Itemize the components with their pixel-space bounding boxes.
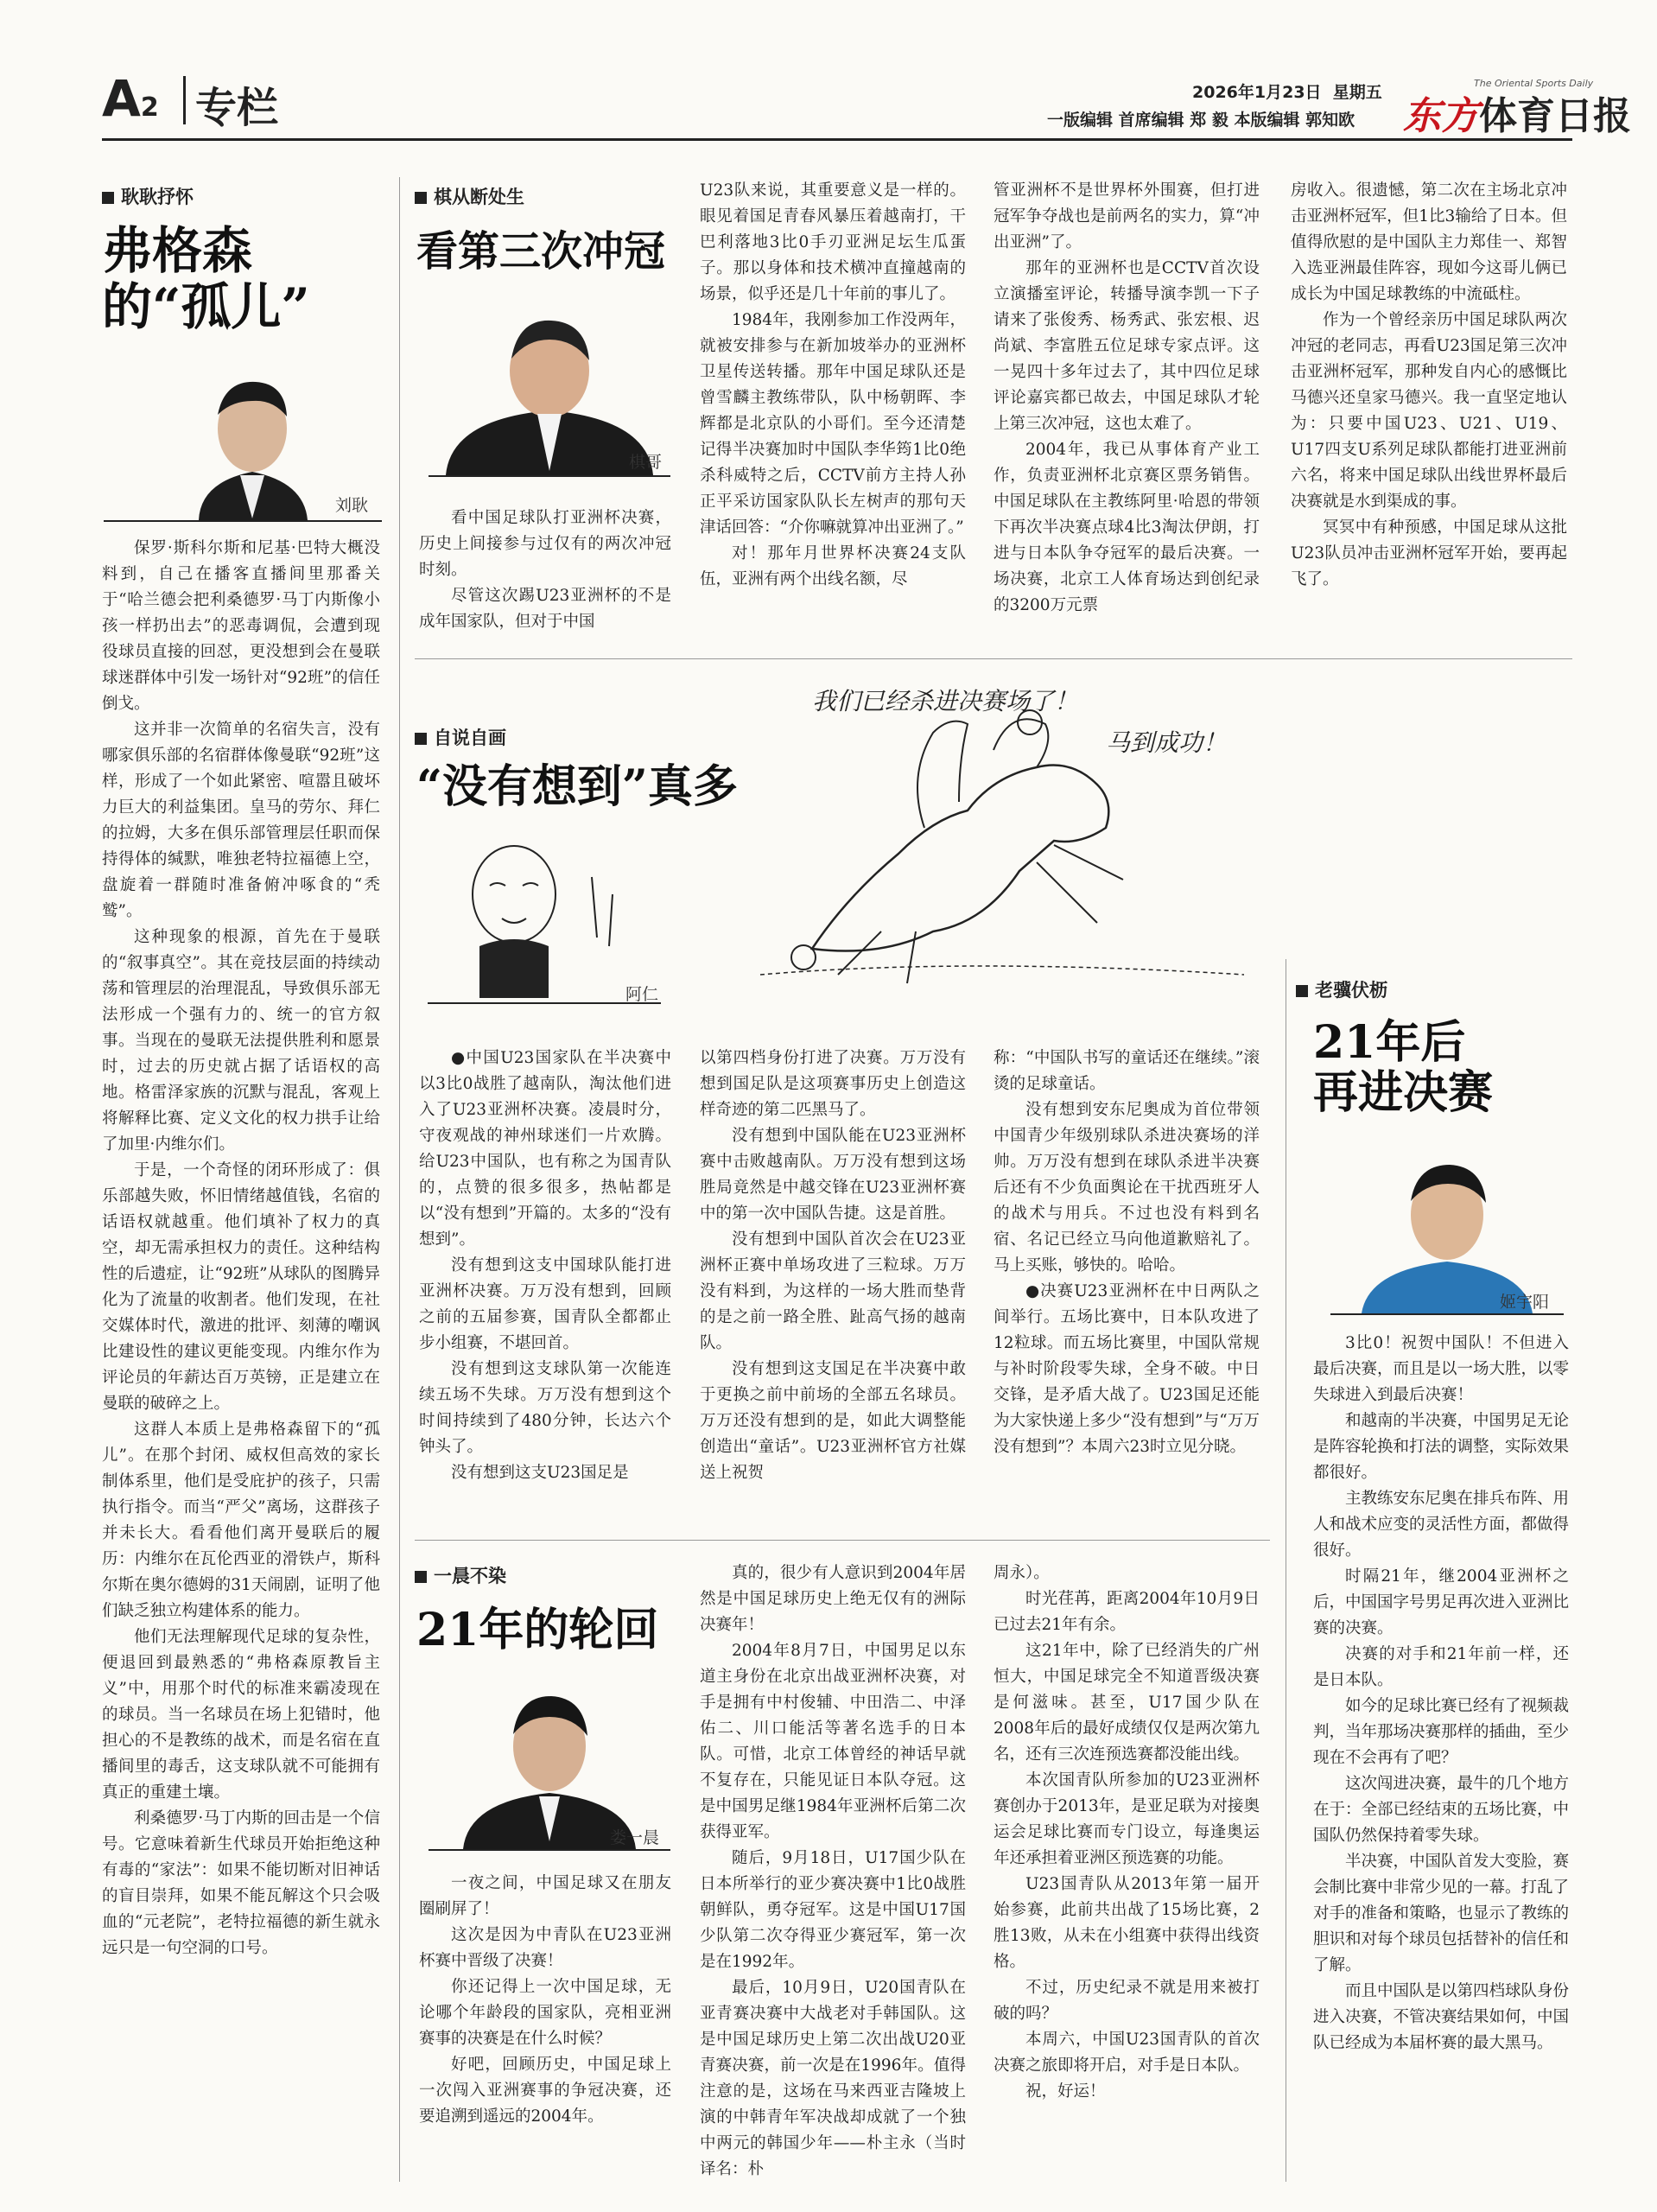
page-number: A2 — [102, 69, 159, 128]
article-divider — [415, 658, 1572, 659]
header-rule — [102, 138, 1572, 141]
column-tag: 耿耿抒怀 — [102, 183, 194, 209]
cartoon-speech: 马到成功！ — [1106, 728, 1228, 757]
author-portrait — [429, 1672, 670, 1851]
article-title: “没有想到”真多 — [416, 760, 738, 813]
column-divider — [399, 177, 400, 2182]
author-name: 阿仁 — [625, 985, 659, 1004]
masthead-english: The Oriental Sports Daily — [1474, 78, 1594, 89]
article-body: 周永）。 时光荏苒，距离2004年10月9日已过去21年有余。 这21年中，除了已经消失的广州恒大，中国足球完全不知道晋级决赛是何滋味。甚至，U17国少队在2008年后的最好成绩仅仅是两次第九名，还有三次连预选赛都没能出线。 本次国青队所参加的U23亚洲杯赛创办于2013年，是亚足联为对接奥运会足球比赛而专门设立，每逢奥运年还承担着亚洲区预选赛的功能。 U23国青队从2013年第一届开始参赛，此前共出战了15场比赛，2胜13败，从未在小组赛中获得出线资格。 不过，历史纪录不就是用来被打破的吗？ 本周六，中国U23国青队的首次决赛之旅即将开启，对手是日本队。 祝，好运！ — [994, 1564, 1260, 2101]
issue-date: 2026年1月23日 星期五 — [1192, 83, 1382, 102]
article-body: ●中国U23国家队在半决赛中以3比0战胜了越南队，淘汰他们进入了U23亚洲杯决赛。凌晨时分，守夜观战的神州球迷们一片欢腾。给U23中国队，也有称之为国青队的，点赞的很多很多，热帖都是以“没有想到”开篇的。太多的“没有想到”。 没有想到这支中国球队能打进亚洲杯决赛。万万没有想到，回顾之前的五届参赛，国青队全都都止步小组赛，不堪回首。 没有想到这支球队第一次能连续五场不失球。万万没有想到这个时间持续到了480分钟，长达六个钟头了。 没有想到这支U23国足是 — [419, 1049, 671, 1482]
article-body: 一夜之间，中国足球又在朋友圈刷屏了！ 这次是因为中青队在U23亚洲杯赛中晋级了决赛！ 你还记得上一次中国足球，无论哪个年龄段的国家队，亮相亚洲赛事的决赛是在什么时候？ 好吧，回顾历史，中国足球上一次闯入亚洲赛事的争冠决赛，还要追溯到遥远的2004年。 — [419, 1874, 671, 2126]
author-name: 刘耿 — [335, 496, 369, 515]
article-title: 弗格森 的“孤儿” — [102, 221, 310, 336]
masthead-logo: 东方体育日报 — [1403, 94, 1631, 138]
cartoonist-caricature — [428, 825, 661, 1004]
article-body: 称：“中国队书写的童话还在继续。”滚烫的足球童话。 没有想到安东尼奥成为首位带领中国青少年级别球队杀进决赛场的洋帅。万万没有想到在球队杀进半决赛后还有不少负面舆论在干扰西班牙人的战术与用兵。不过也没有料到名宿、名记已经立马向他道歉赔礼了。马上买账，够快的。哈哈。 ●决赛U23亚洲杯在中日两队之间举行。五场比赛中，日本队攻进了12粒球。而五场比赛里，中国队常规与补时阶段零失球，全身不破。中日交锋，是矛盾大战了。U23国足还能为大家快递上多少“没有想到”与“万万没有想到”？本周六23时立见分晓。 — [994, 1049, 1260, 1456]
article-body: 房收入。很遗憾，第二次在主场北京冲击亚洲杯冠军，但1比3输给了日本。但值得欣慰的是中国队主力郑佳一、郑智入选亚洲最佳阵容，现如今这哥儿俩已成长为中国足球教练的中流砥柱。 作为一个曾经亲历中国足球队两次冲冠的老同志，再看U23国足第三次冲击亚洲杯冠军，那种发自内心的感慨比马德兴还皇家马德兴。我一直坚定地认为：只要中国U23、U21、U19、U17四支U系列足球队都能打进亚洲前六名，将来中国足球队出线世界杯最后决赛就是水到渠成的事。 冥冥中有种预感，中国足球从这批U23队员冲击亚洲杯冠军开始，要再起飞了。 — [1291, 181, 1567, 588]
article-divider — [415, 1540, 1270, 1541]
column-tag: 老骥伏枥 — [1296, 976, 1387, 1002]
article-body: 保罗·斯科尔斯和尼基·巴特大概没料到，自己在播客直播间里那番关于“哈兰德会把利桑德罗·马丁内斯像小孩一样扔出去”的恶毒调侃，会遭到现役球员直接的回怼，更没想到会在曼联球迷群体中引发一场针对“92班”的信任倒戈。 这并非一次简单的名宿失言，没有哪家俱乐部的名宿群体像曼联“92班”这样，形成了一个如此紧密、喧嚣且破坏力巨大的利益集团。皇马的劳尔、拜仁的拉姆，大多在俱乐部管理层任职而保持得体的缄默，唯独老特拉福德上空，盘旋着一群随时准备俯冲啄食的“秃鹫”。 这种现象的根源，首先在于曼联的“叙事真空”。其在竞技层面的持续动荡和管理层的治理混乱，导致俱乐部无法形成一个强有力的、统一的官方叙事。当现在的曼联无法提供胜利和愿景时，过去的历史就占据了话语权的高地。格雷泽家族的沉默与混乱，客观上将解释比赛、定义文化的权力拱手让给了加里·内维尔们。 于是，一个奇怪的闭环形成了：俱乐部越失败，怀旧情绪越值钱，名宿的话语权就越重。他们填补了权力的真空，却无需承担权力的责任。这种结构性的后遗症，让“92班”从球队的图腾异化为了流量的收割者。他们发现，在社交媒体时代，激进的批评、刻薄的嘲讽比建设性的建议更能变现。内维尔作为评论员的年薪达百万英镑，正是建立在曼联的破碎之上。 这群人本质上是弗格森留下的“孤儿”。在那个封闭、威权但高效的家长制体系里，他们是受庇护的孩子，只需执行指令。而当“严父”离场，这群孩子并未长大。看看他们离开曼联后的履历：内维尔在瓦伦西亚的滑铁卢，斯科尔斯在奥尔德姆的31天闹剧，证明了他们缺乏独立构建体系的能力。 他们无法理解现代足球的复杂性，便退回到最熟悉的“弗格森原教旨主义”中，用那个时代的标准来霸凌现在的球员。当一名球员在场上犯错时，他担心的不是教练的战术，而是名宿在直播间里的毒舌，这支球队就不可能拥有真正的重建土壤。 利桑德罗·马丁内斯的回击是一个信号。它意味着新生代球员开始拒绝这种有毒的“家法”：如果不能切断对旧神话的盲目崇拜，如果不能瓦解这个只会吸血的“元老院”，老特拉福德的新生就永远只是一句空洞的口号。 — [102, 539, 380, 1957]
portrait-figure-icon — [429, 1672, 670, 1849]
caricature-icon — [428, 825, 661, 1002]
editor-credits: 一版编辑 首席编辑 郑 毅 本版编辑 郭知欧 — [1047, 111, 1355, 130]
article-body: 以第四档身份打进了决赛。万万没有想到国足队是这项赛事历史上创造这样奇迹的第二匹黑马了。 没有想到中国队能在U23亚洲杯赛中击败越南队。万万没有想到这场胜局竟然是中越交锋在U23亚洲杯赛中的第一次中国队告捷。这是首胜。 没有想到中国队首次会在U23亚洲杯正赛中单场攻进了三粒球。万万没有料到，为这样的一场大胜而垫背的是之前一路全胜、趾高气扬的越南队。 没有想到这支国足在半决赛中敢于更换之前中前场的全部五名球员。万万还没有想到的是，如此大调整能创造出“童话”。U23亚洲杯官方社媒送上祝贺 — [700, 1049, 966, 1482]
column-tag: 自说自画 — [415, 724, 506, 750]
horse-rider-cartoon-icon — [708, 672, 1270, 1001]
cartoon-illustration — [708, 672, 1270, 1001]
article-body: 看中国足球队打亚洲杯决赛，历史上间接参与过仅有的两次冲冠时刻。 尽管这次踢U23亚洲杯的不是成年国家队，但对于中国 — [419, 509, 671, 631]
article-body: 3比0！祝贺中国队！不但进入最后决赛，而且是以一场大胜，以零失球进入到最后决赛！ 和越南的半决赛，中国男足无论是阵容轮换和打法的调整，实际效果都很好。 主教练安东尼奥在排兵布阵、用人和战术应变的灵活性方面，都做得很好。 时隔21年，继2004亚洲杯之后，中国国字号男足再次进入亚洲比赛的决赛。 决赛的对手和21年前一样，还是日本队。 如今的足球比赛已经有了视频裁判，当年那场决赛那样的插曲，至少现在不会再有了吧？ 这次闯进决赛，最牛的几个地方在于：全部已经结束的五场比赛，中国队仍然保持着零失球。 半决赛，中国队首发大变脸，赛会制比赛中非常少见的一幕。打乱了对手的准备和策略，也显示了教练的胆识和对每个球员包括替补的信任和了解。 而且中国队是以第四档球队身份进入决赛，不管决赛结果如何，中国队已经成为本届杯赛的最大黑马。 — [1313, 1334, 1569, 2052]
author-name: 娄一晨 — [610, 1828, 660, 1847]
article-title: 21年的轮回 — [416, 1604, 659, 1656]
author-name: 棋哥 — [629, 453, 663, 472]
article-body: 真的，很少有人意识到2004年居然是中国足球历史上绝无仅有的洲际决赛年！ 2004年8月7日，中国男足以东道主身份在北京出战亚洲杯决赛，对手是拥有中村俊辅、中田浩二、中泽佑二、川口能活等著名选手的日本队。可惜，北京工体曾经的神话早就不复存在，只能见证日本队夺冠。这是中国男足继1984年亚洲杯后第二次获得亚军。 随后，9月18日，U17国少队在日本所举行的亚少赛决赛中1比0战胜朝鲜队，勇夺冠军。这是中国U17国少队第二次夺得亚少赛冠军，第一次是在1992年。 最后，10月9日，U20国青队在亚青赛决赛中大战老对手韩国队。这是中国足球历史上第二次出战U20亚青赛决赛，前一次是在1996年。值得注意的是，这场在马来西亚吉隆坡上演的中韩青年军决战却成就了一个独中两元的韩国少年——朴主永（当时译名：朴 — [700, 1564, 966, 2177]
author-name: 姬宇阳 — [1500, 1293, 1550, 1312]
article-title: 看第三次冲冠 — [416, 227, 666, 276]
portrait-figure-icon — [1330, 1141, 1564, 1313]
article-body: 管亚洲杯不是世界杯外围赛，但打进冠军争夺战也是前两名的实力，算“冲出亚洲”了。 那年的亚洲杯也是CCTV首次设立演播室评论，转播导演李凯一下子请来了张俊秀、杨秀武、张宏根、迟尚斌、李富胜五位足球专家点评。这一晃四十多年过去了，其中四位足球评论嘉宾都已故去，中国足球队才轮上第三次冲冠，这也太难了。 2004年，我已从事体育产业工作，负责亚洲杯北京赛区票务销售。中国足球队在主教练阿里·哈恩的带领下再次半决赛点球4比3淘汰伊朗，打进与日本队争夺冠军的最后决赛。一场决赛，北京工人体育场达到创纪录的3200万元票 — [994, 181, 1260, 614]
cartoon-speech: 我们已经杀进决赛场了！ — [812, 687, 1079, 715]
header-separator — [183, 76, 186, 124]
section-title: 专栏 — [195, 84, 279, 132]
column-tag: 一晨不染 — [415, 1562, 506, 1588]
article-body: U23队来说，其重要意义是一样的。眼见着国足青春风暴压着越南打，干巴利落地3比0手刃亚洲足坛生瓜蛋子。那以身体和技术横冲直撞越南的场景，似乎还是几十年前的事儿了。 1984年，我刚参加工作没两年，就被安排参与在新加坡举办的亚洲杯卫星传送转播。那年中国足球队还是曾雪麟主教练带队，队中杨朝晖、李辉都是北京队的小哥们。至今还清楚记得半决赛加时中国队李华筠1比0绝杀科威特之后，CCTV前方主持人孙正平采访国家队队长左树声的那句天津话回答：“介你嘛就算冲出亚洲了。” 对！那年月世界杯决赛24支队伍，亚洲有两个出线名额，尽 — [700, 181, 966, 588]
article-title: 21年后 再进决赛 — [1313, 1016, 1494, 1120]
column-tag: 棋从断处生 — [415, 183, 524, 209]
